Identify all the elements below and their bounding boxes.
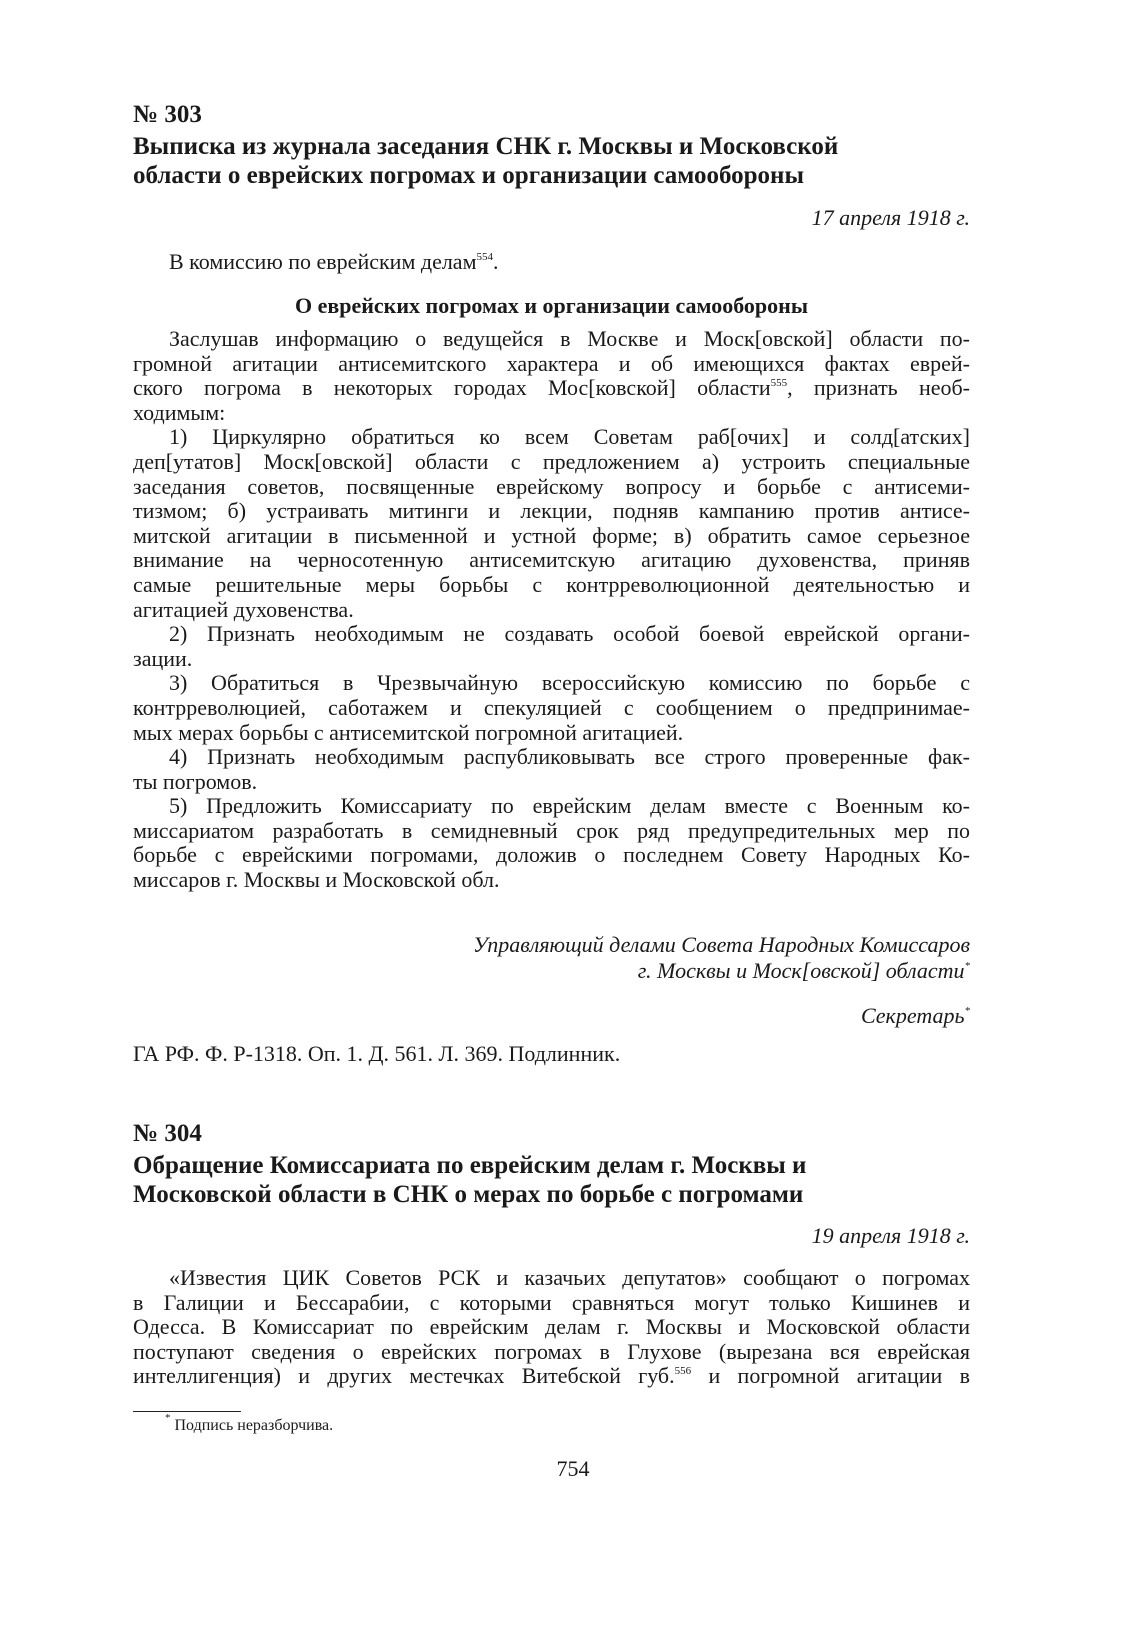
body-line: агитацией духовенства. [133,596,354,622]
body-line: самые решительные меры борьбы с контрреволюционной деятельностью и [133,571,970,597]
secretary-signature: Секретарь* [860,1003,970,1028]
body-line: ходимым: [133,399,226,425]
body-line: контрреволюцией, саботажем и спекуляцией с сообщением о предпринимае- [133,694,970,720]
body-line: 2) Признать необходимым не создавать особой боевой еврейской органи- [169,621,970,647]
body-line: 5) Предложить Комиссариату по еврейским делам вместе с Военным ко- [169,793,970,819]
body-line: в Галиции и Бессарабии, с которыми сравняться могут только Кишинев и [133,1289,970,1315]
doc303-title-line: Выписка из журнала заседания СНК г. Москвы и Московской [133,133,839,160]
doc304-body [133,1266,970,1389]
body-line: ского погрома в некоторых городах Мос[ковской] области$^{555}$, признать необ- [133,375,970,401]
doc303-body [133,327,970,893]
body-line: громной агитации антисемитского характера и об имеющихся фактах еврей- [133,350,970,376]
doc303-subheading: О еврейских погромах и организации самообороны [294,293,808,318]
body-line: «Известия ЦИК Советов РСК и казачьих депутатов» сообщают о погромах [169,1265,970,1290]
body-line: ты погромов. [133,768,258,794]
archive-reference: ГА РФ. Ф. Р-1318. Оп. 1. Д. 561. Л. 369. Подлинник. [133,1041,621,1066]
body-line: Заслушав информацию о ведущейся в Москве и Моск[овской] области по- [169,326,970,351]
page-number: 754 [556,1456,590,1481]
doc304-date: 19 апреля 1918 г. [811,1223,970,1248]
body-line: внимание на черносотенную антисемитскую агитацию духовенства, приняв [133,547,970,573]
body-line: 4) Признать необходимым распубликовывать все строго проверенные фак- [169,744,970,770]
doc303-date: 17 апреля 1918 г. [811,205,970,230]
body-line: поступают сведения о еврейских погромах в Глухове (вырезана вся еврейская [133,1338,970,1364]
body-line: 1) Циркулярно обратиться ко всем Советам раб[очих] и солд[атских] [169,424,970,450]
body-line: зации. [133,645,193,671]
body-line: мых мерах борьбы с антисемитской погромной агитацией. [133,719,684,745]
body-line: 3) Обратиться в Чрезвычайную всероссийскую комиссию по борьбе с [169,670,970,696]
doc304-title-line: Московской области в СНК о мерах по борьбе с погромами [133,1181,804,1208]
doc303-number: № 303 [133,101,202,128]
body-line: борьбе с еврейскими погромами, доложив о последнем Совету Народных Ко- [133,842,970,868]
body-line: деп[утатов] Моск[овской] области с предложением а) устроить специальные [133,448,970,474]
doc303-addressee: В комиссию по еврейским делам$^{554}$. [169,249,499,274]
body-line: тизмом; б) устраивать митинги и лекции, подняв кампанию против антисе- [133,498,970,524]
body-line: заседания советов, посвященные еврейскому вопросу и борьбе с антисеми- [133,473,970,499]
body-line: миссариатом разработать в семидневный срок ряд предупредительных мер по [133,817,970,843]
body-line: Одесса. В Комиссариат по еврейским делам г. Москвы и Московской области [133,1314,970,1340]
doc303-title-line: области о еврейских погромах и организации самообороны [133,162,804,189]
body-line: митской агитации в письменной и устной форме; в) обратить самое серьезное [133,522,970,548]
body-line: миссаров г. Москвы и Московской обл. [133,867,500,893]
body-line: интеллигенция) и других местечках Витебской губ.$^{556}$ и погромной агитации в [133,1363,970,1389]
signature-line: г. Москвы и Моск[овской] области* [637,958,970,983]
footnote-divider [133,1411,241,1412]
footnote: * Подпись неразборчива. [165,1412,334,1434]
doc304-number: № 304 [133,1120,202,1147]
doc304-title-line: Обращение Комиссариата по еврейским делам г. Москвы и [133,1152,807,1179]
signature-line: Управляющий делами Совета Народных Комиссаров [473,932,970,957]
